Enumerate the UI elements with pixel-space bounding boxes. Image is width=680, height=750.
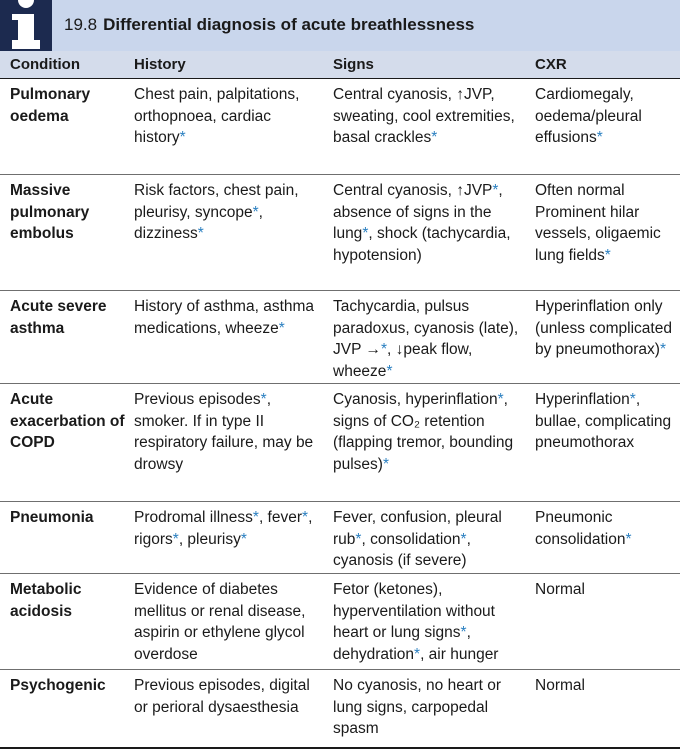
- footnote-asterisk: *: [492, 182, 499, 199]
- cell-condition: Psychogenic: [10, 677, 106, 694]
- cell-cxr: Hyperinflation only (unless complicated by pneumothorax)*: [535, 298, 672, 358]
- footnote-asterisk: *: [460, 624, 467, 641]
- cell-signs: No cyanosis, no heart or lung signs, carpopedal spasm: [333, 677, 502, 737]
- footnote-asterisk: *: [382, 455, 390, 473]
- column-header-row: [0, 51, 680, 79]
- footnote-asterisk: *: [596, 129, 603, 146]
- cell-history: Prodromal illness*, fever*, rigors*, pleurisy*: [134, 509, 313, 548]
- cell-condition: Acute severe asthma: [10, 298, 107, 337]
- table-row: [0, 79, 680, 175]
- info-icon: [0, 0, 52, 51]
- table-header-band: [0, 0, 680, 51]
- footnote-asterisk: *: [414, 645, 421, 663]
- table-row: [0, 291, 680, 384]
- table-row: [0, 384, 680, 502]
- table-row: [0, 670, 680, 746]
- cell-cxr: Normal: [535, 581, 585, 598]
- footnote-asterisk: *: [362, 225, 369, 242]
- table-title-text: Differential diagnosis of acute breathlessness: [103, 15, 475, 34]
- cell-condition: Massive pulmonary embolus: [10, 182, 90, 242]
- cell-history: Evidence of diabetes mellitus or renal disease, aspirin or ethylene glycol overdose: [134, 581, 306, 663]
- footnote-asterisk: *: [625, 530, 632, 548]
- cell-cxr: Cardiomegaly, oedema/pleural effusions*: [535, 86, 642, 146]
- cell-history: Previous episodes, digital or perioral dysaesthesia: [134, 677, 310, 716]
- cell-signs: Cyanosis, hyperinflation*, signs of CO₂ retention (flapping tremor, bounding pulses)*: [333, 391, 514, 473]
- cell-signs: Central cyanosis, ↑JVP, sweating, cool extremities, basal crackles*: [333, 86, 515, 146]
- table-title: [64, 14, 474, 36]
- footnote-asterisk: *: [386, 362, 393, 380]
- cell-history: Previous episodes*, smoker. If in type II respiratory failure, may be drowsy: [134, 391, 314, 473]
- cell-cxr: Pneumonic consolidation*: [535, 509, 632, 548]
- footnote-asterisk: *: [252, 203, 259, 221]
- cell-cxr: Often normal Prominent hilar vessels, oligaemic lung fields*: [535, 182, 661, 264]
- cell-condition: Metabolic acidosis: [10, 581, 82, 620]
- cell-signs: Fetor (ketones), hyperventilation without heart or lung signs*, dehydration*, air hunger: [333, 581, 499, 663]
- cell-history: Chest pain, palpitations, orthopnoea, cardiac history*: [134, 86, 300, 146]
- column-header-signs: Signs: [333, 56, 374, 73]
- footnote-asterisk: *: [497, 391, 504, 408]
- cell-signs: Central cyanosis, ↑JVP*, absence of signs in the lung*, shock (tachycardia, hypotension): [333, 182, 511, 264]
- footnote-asterisk: *: [252, 509, 259, 526]
- footnote-asterisk: *: [629, 391, 636, 408]
- table-number: 19.8: [64, 15, 98, 34]
- cell-cxr: Hyperinflation*, bullae, complicating pneumothorax: [535, 391, 672, 451]
- cell-condition: Acute exacerbation of COPD: [10, 391, 125, 451]
- footnote-asterisk: *: [179, 129, 186, 146]
- table-row: [0, 574, 680, 670]
- footnote-asterisk: *: [380, 341, 387, 358]
- footnote-asterisk: *: [240, 530, 247, 548]
- cell-history: History of asthma, asthma medications, wheeze*: [134, 298, 315, 337]
- table-bottom-rule: [0, 747, 680, 749]
- footnote-asterisk: *: [431, 129, 438, 146]
- footnote-asterisk: *: [172, 530, 179, 548]
- footnote-asterisk: *: [302, 509, 309, 526]
- column-header-cxr: CXR: [535, 56, 567, 73]
- cell-signs: Fever, confusion, pleural rub*, consolidation*, cyanosis (if severe): [333, 509, 502, 569]
- footnote-asterisk: *: [604, 246, 611, 264]
- footnote-asterisk: *: [260, 391, 267, 408]
- cell-condition: Pneumonia: [10, 509, 94, 526]
- cell-history: Risk factors, chest pain, pleurisy, syncope*, dizziness*: [134, 182, 299, 242]
- cell-condition: Pulmonary oedema: [10, 86, 91, 125]
- footnote-asterisk: *: [460, 530, 467, 548]
- column-header-condition: Condition: [10, 56, 80, 73]
- column-header-history: History: [134, 56, 186, 73]
- table-row: [0, 502, 680, 574]
- table-row: [0, 175, 680, 291]
- footnote-asterisk: *: [659, 341, 666, 358]
- footnote-asterisk: *: [197, 225, 204, 242]
- footnote-asterisk: *: [278, 319, 285, 337]
- footnote-asterisk: *: [355, 530, 362, 548]
- cell-signs: Tachycardia, pulsus paradoxus, cyanosis (late), JVP →*, ↓peak flow, wheeze*: [333, 298, 519, 380]
- cell-cxr: Normal: [535, 677, 585, 694]
